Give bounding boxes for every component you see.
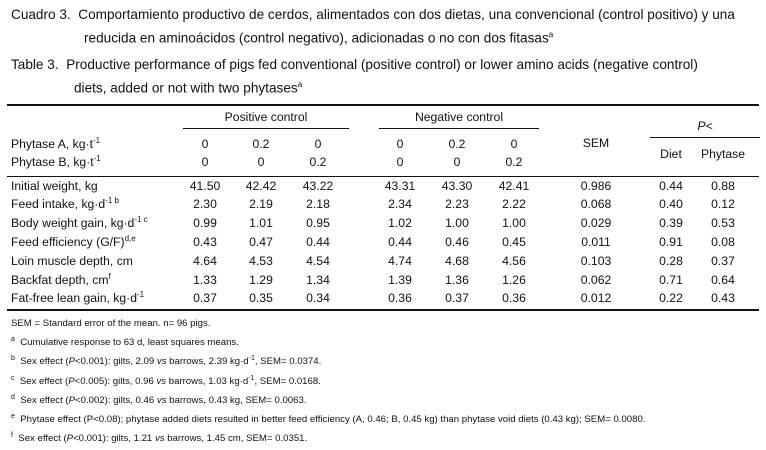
p-diet-cell: 0.39 [659, 216, 683, 230]
table-cell: 42.42 [245, 179, 277, 193]
phytase-b-label: Phytase B, $kg\cdot t^{-1}$ [11, 154, 101, 169]
sem-cell: 0.986 [580, 179, 612, 193]
header-bottom-rule [7, 176, 759, 177]
phytase-b-dose-cell: 0 [396, 155, 404, 169]
table-cell: 41.50 [189, 179, 221, 193]
table-cell: 0.37 [445, 291, 469, 305]
table-cell: 1.29 [249, 273, 273, 287]
caption-en-line2: diets, added or not with two phytases [74, 80, 298, 96]
p-phytase-cell: 0.43 [711, 291, 735, 305]
table-cell: 42.41 [498, 179, 530, 193]
table-cell: 2.19 [249, 197, 273, 211]
table-cell: 0.35 [249, 291, 273, 305]
p-phytase-cell: 0.64 [711, 273, 735, 287]
phytase-a-dose-cell: 0 [314, 137, 322, 151]
p-diet-cell: 0.91 [659, 235, 683, 249]
table-cell: 43.30 [441, 179, 473, 193]
row-label: Loin muscle depth, cm [11, 254, 133, 268]
p-header: P< [697, 119, 713, 133]
table-cell: 4.74 [388, 254, 412, 268]
phytase-b-dose-cell: 0 [453, 155, 461, 169]
phytase-a-dose-cell: 0 [510, 137, 518, 151]
phytase-a-label: Phytase A, $kg\cdot t^{-1}$ [11, 136, 101, 151]
sem-cell: 0.012 [580, 291, 612, 305]
footnote-c: $^c$ Sex effect (P<0.005): gilts, 0.96 vs barrows, 1.03 $kg\cdot d^{-1}$, SEM= 0.0168. [11, 375, 321, 387]
table-cell: 1.34 [306, 273, 330, 287]
sem-cell: 0.029 [580, 216, 612, 230]
sem-cell: 0.062 [580, 273, 612, 287]
caption-en-label: Table 3. [11, 57, 59, 72]
table-cell: 0.37 [193, 291, 217, 305]
caption-en-cont [74, 75, 302, 99]
sem-cell: 0.103 [580, 254, 612, 268]
p-phytase-cell: 0.37 [711, 254, 735, 268]
table-cell: 4.56 [502, 254, 526, 268]
caption-en-line1: Productive performance of pigs fed conventional (positive control) or lower amino acids (negative control) [66, 57, 698, 72]
footnote-d: $^d$ Sex effect (P<0.002): gilts, 0.46 vs barrows, 0.43 kg, SEM= 0.0063. [11, 394, 307, 406]
table-cell: 2.34 [388, 197, 412, 211]
row-label: Body weight gain, $kg\cdot d^{-1 c}$ [11, 215, 148, 230]
row-label: Feed intake, $kg\cdot d^{-1 b}$ [11, 196, 119, 211]
table-cell: 1.33 [193, 273, 217, 287]
table-cell: 0.36 [388, 291, 412, 305]
row-label: Fat-free lean gain, $kg\cdot d^{-1}$ [11, 290, 145, 305]
table-bottom-rule [7, 309, 759, 311]
sem-cell: 0.068 [580, 197, 612, 211]
footnote-e: $^e$ Phytase effect (P<0.08); phytase added diets resulted in better feed efficiency (A, 0.46; B, 0.45 kg) than phytase void diets (0.43 kg); SEM= 0.0080. [11, 413, 646, 425]
phytase-header: Phytase [700, 147, 746, 161]
table-cell: 2.23 [445, 197, 469, 211]
p-phytase-cell: 0.12 [711, 197, 735, 211]
p-phytase-cell: 0.88 [711, 179, 735, 193]
table-cell: 0.95 [306, 216, 330, 230]
phytase-b-dose-cell: 0 [257, 155, 265, 169]
footnote-b: $^b$ Sex effect (P<0.001): gilts, 2.09 vs barrows, 2.39 $kg\cdot d^{-1}$, SEM= 0.0374. [11, 355, 322, 367]
phytase-a-dose-cell: 0.2 [252, 137, 270, 151]
table-cell: 1.36 [445, 273, 469, 287]
footnote-f: $^f$ Sex effect (P<0.001): gilts, 1.21 vs barrows, 1.45 cm, SEM= 0.0351. [11, 432, 308, 444]
row-label: Feed efficiency $(G/F)^{d,e}$ [11, 234, 136, 249]
sem-header: SEM [582, 136, 610, 150]
p-diet-cell: 0.71 [659, 273, 683, 287]
phytase-a-dose-cell: 0 [396, 137, 404, 151]
phytase-a-dose-cell: 0.2 [448, 137, 466, 151]
diet-header: Diet [660, 147, 682, 161]
table-cell: 2.30 [193, 197, 217, 211]
table-cell: 0.99 [193, 216, 217, 230]
caption-es-mark: a [548, 30, 554, 39]
table-cell: 4.54 [306, 254, 330, 268]
phytase-b-dose-cell: 0 [201, 155, 209, 169]
caption-es-line1: Comportamiento productivo de cerdos, alimentados con dos dietas, una convencional (control positivo) y una [78, 7, 735, 22]
sem-cell: 0.011 [581, 235, 611, 249]
table-cell: 4.53 [249, 254, 273, 268]
caption-es-line2: reducida en aminoácidos (control negativo), adicionadas o no con dos fitasas [84, 30, 549, 46]
table-cell: 0.46 [445, 235, 469, 249]
p-phytase-cell: 0.53 [711, 216, 735, 230]
table-cell: 0.34 [306, 291, 330, 305]
table-cell: 2.18 [306, 197, 330, 211]
table-cell: 1.02 [388, 216, 412, 230]
caption-es-cont [84, 25, 553, 49]
p-phytase-cell: 0.08 [711, 235, 735, 249]
table-cell: 2.22 [502, 197, 526, 211]
table-cell: 0.36 [502, 291, 526, 305]
positive-control-underline [183, 128, 349, 129]
p-diet-cell: 0.28 [659, 254, 683, 268]
table-cell: 1.00 [502, 216, 526, 230]
table-cell: 43.31 [384, 179, 416, 193]
table-cell: 1.01 [249, 216, 273, 230]
p-diet-cell: 0.44 [659, 179, 683, 193]
table-cell: 1.39 [388, 273, 412, 287]
table-cell: 0.43 [193, 235, 217, 249]
caption-es [11, 5, 735, 25]
table-cell: 0.44 [388, 235, 412, 249]
table-top-rule [7, 104, 759, 106]
row-label: Backfat depth, $cm^f$ [11, 272, 111, 287]
table-cell: 43.22 [302, 179, 334, 193]
table-cell: 0.47 [249, 235, 273, 249]
table-cell: 0.45 [502, 235, 526, 249]
p-underline [650, 137, 760, 138]
row-label: Initial weight, kg [11, 179, 98, 193]
p-diet-cell: 0.40 [659, 197, 683, 211]
phytase-b-dose-cell: 0.2 [505, 155, 523, 169]
caption-en-mark: a [297, 80, 303, 89]
table-cell: 4.64 [193, 254, 217, 268]
negative-control-underline [379, 128, 539, 129]
footnote-sem: SEM = Standard error of the mean. n= 96 pigs. [11, 318, 211, 329]
phytase-a-dose-cell: 0 [201, 137, 209, 151]
table-cell: 4.68 [445, 254, 469, 268]
caption-es-label: Cuadro 3. [11, 7, 71, 22]
caption-en [11, 55, 698, 75]
table-cell: 0.44 [306, 235, 330, 249]
p-diet-cell: 0.22 [659, 291, 683, 305]
table-cell: 1.00 [445, 216, 469, 230]
footnote-a: $^a$ Cumulative response to 63 d, least squares means. [11, 336, 239, 348]
table-cell: 1.26 [502, 273, 526, 287]
negative-control-header: Negative control [414, 110, 504, 124]
positive-control-header: Positive control [224, 110, 308, 124]
phytase-b-dose-cell: 0.2 [309, 155, 327, 169]
